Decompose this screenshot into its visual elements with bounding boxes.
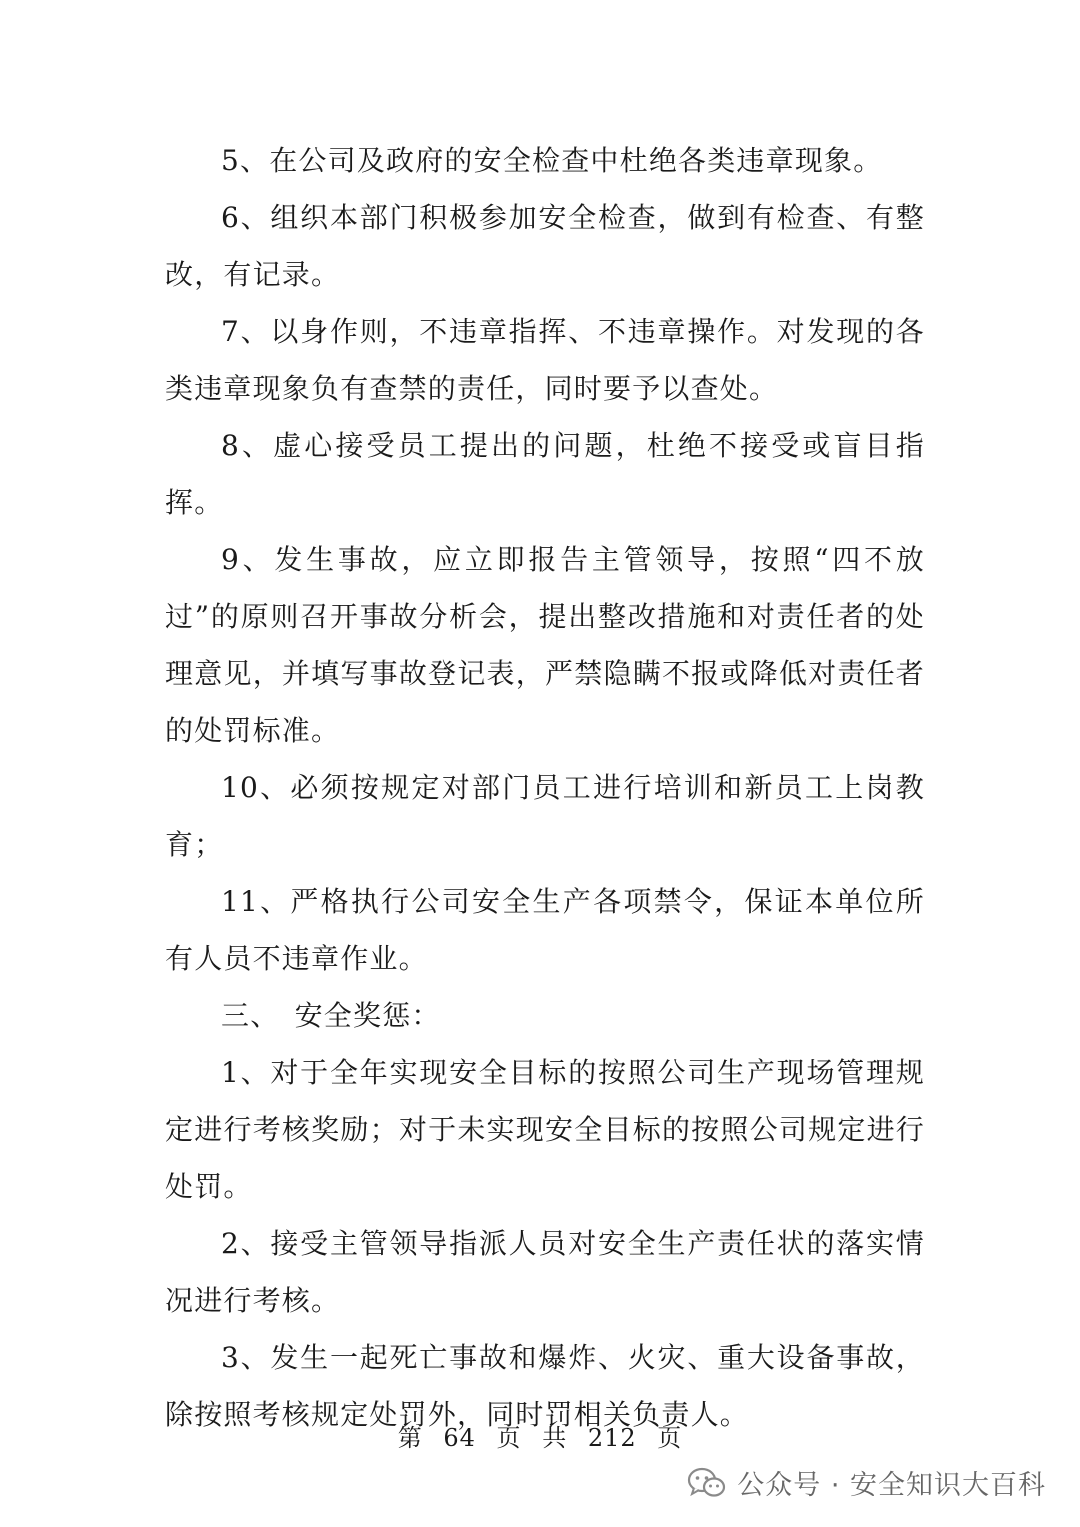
paragraph: 5、在公司及政府的安全检查中杜绝各类违章现象。 — [221, 144, 883, 177]
total-pages-number: 212 — [587, 1424, 637, 1452]
paragraph: 2、接受主管领导指派人员对安全生产责任状的落实情况进行考核。 — [165, 1227, 925, 1317]
paragraph: 3、发生一起死亡事故和爆炸、火灾、重大设备事故，除按照考核规定处罚外，同时罚相关负责人。 — [165, 1341, 925, 1431]
paragraph: 8、虚心接受员工提出的问题，杜绝不接受或盲目指挥。 — [165, 429, 925, 519]
section-heading: 三、 安全奖惩： — [221, 999, 441, 1032]
footer-label-di: 第 — [397, 1424, 423, 1452]
footer-label-ye: 页 — [496, 1424, 522, 1452]
watermark-text: 公众号 · 安全知识大百科 — [737, 1470, 1046, 1501]
paragraph: 11、严格执行公司安全生产各项禁令，保证本单位所有人员不违章作业。 — [165, 885, 925, 975]
paragraph: 9、发生事故，应立即报告主管领导，按照“四不放过”的原则召开事故分析会，提出整改措施和对责任者的处理意见，并填写事故登记表，严禁隐瞒不报或降低对责任者的处罚标准。 — [165, 543, 925, 747]
wechat-icon — [687, 1466, 727, 1500]
footer-label-gong: 共 — [542, 1424, 568, 1452]
page-number-footer — [0, 1418, 1080, 1453]
footer-label-ye2: 页 — [657, 1424, 683, 1452]
current-page-number: 64 — [443, 1424, 476, 1452]
paragraph: 1、对于全年实现安全目标的按照公司生产现场管理规定进行考核奖励；对于未实现安全目标的按照公司规定进行处罚。 — [165, 1056, 925, 1203]
paragraph: 10、必须按规定对部门员工进行培训和新员工上岗教育； — [165, 771, 925, 861]
paragraph: 6、组织本部门积极参加安全检查，做到有检查、有整改，有记录。 — [165, 201, 925, 291]
document-body — [165, 132, 925, 1443]
watermark — [687, 1463, 1046, 1502]
paragraph: 7、以身作则，不违章指挥、不违章操作。对发现的各类违章现象负有查禁的责任，同时要予以查处。 — [165, 315, 925, 405]
